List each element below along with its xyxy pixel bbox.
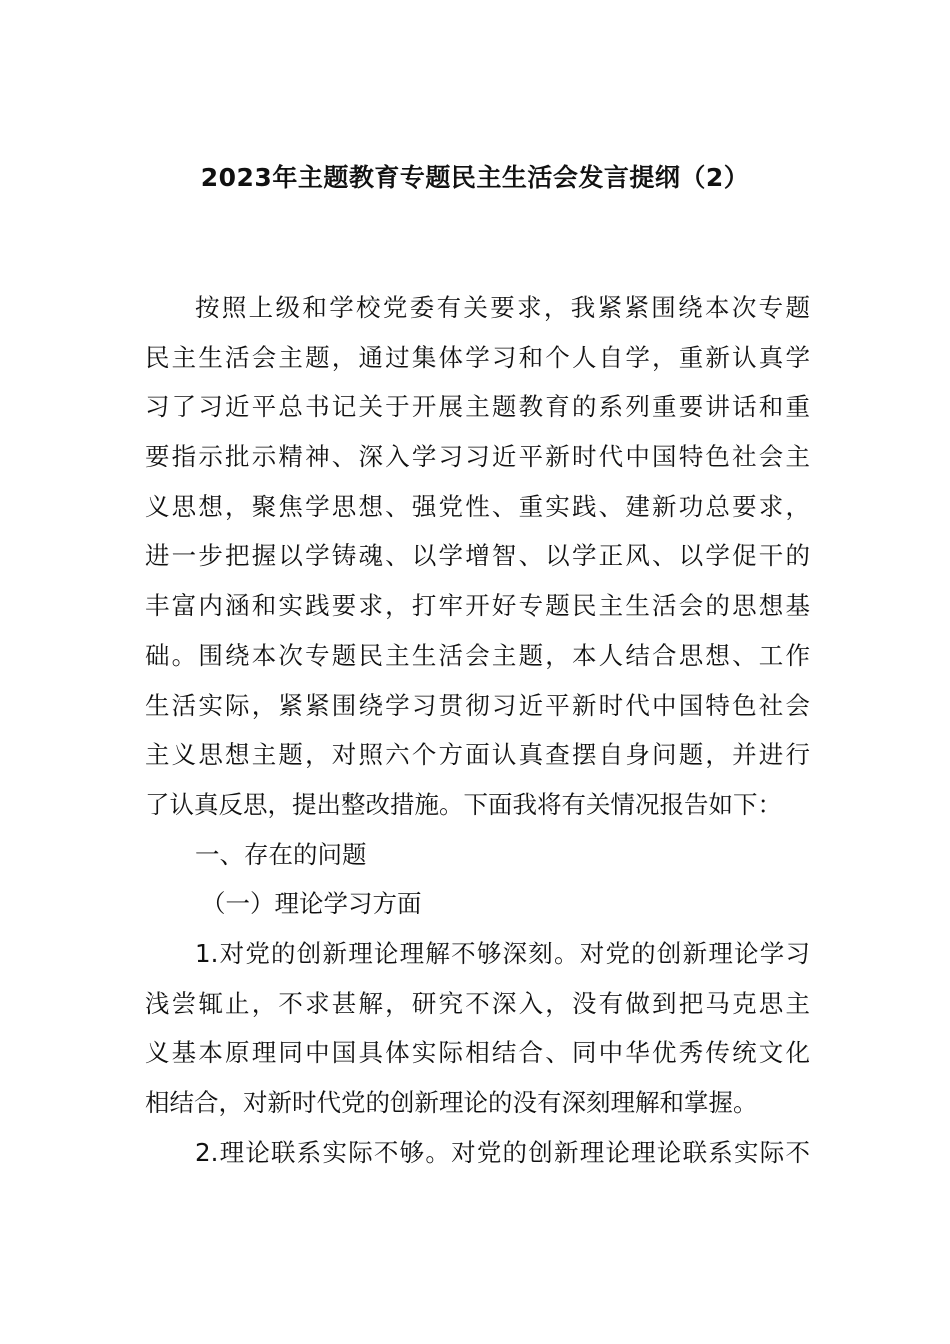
paragraph-line: 主义思想主题，对照六个方面认真查摆自身问题，并进行	[145, 740, 810, 770]
paragraph-line: 习了习近平总书记关于开展主题教育的系列重要讲话和重	[145, 392, 810, 422]
subsection-heading: （一）理论学习方面	[201, 889, 422, 919]
section-heading: 一、存在的问题	[195, 839, 367, 869]
paragraph-line: 1.对党的创新理论理解不够深刻。对党的创新理论学习	[195, 938, 810, 968]
paragraph-line: 按照上级和学校党委有关要求，我紧紧围绕本次专题	[195, 293, 810, 322]
paragraph-line: 础。围绕本次专题民主生活会主题，本人结合思想、工作	[145, 640, 810, 670]
paragraph-line: 进一步把握以学铸魂、以学增智、以学正风、以学促干的	[145, 541, 810, 571]
paragraph-line: 2.理论联系实际不够。对党的创新理论理论联系实际不	[195, 1137, 810, 1167]
paragraph-line: 民主生活会主题，通过集体学习和个人自学，重新认真学	[145, 342, 810, 372]
paragraph-line: 义思想，聚焦学思想、强党性、重实践、建新功总要求，	[145, 491, 810, 521]
paragraph-line: 浅尝辄止，不求甚解，研究不深入，没有做到把马克思主	[145, 988, 810, 1018]
paragraph-line: 丰富内涵和实践要求，打牢开好专题民主生活会的思想基	[145, 591, 810, 621]
document-title: 2023年主题教育专题民主生活会发言提纲（2）	[200, 163, 750, 192]
paragraph-line: 要指示批示精神、深入学习习近平新时代中国特色社会主	[145, 442, 810, 472]
paragraph-line: 义基本原理同中国具体实际相结合、同中华优秀传统文化	[145, 1038, 810, 1068]
paragraph-line: 生活实际，紧紧围绕学习贯彻习近平新时代中国特色社会	[145, 690, 810, 720]
document-body	[145, 283, 810, 1177]
paragraph-line: 了认真反思，提出整改措施。下面我将有关情况报告如下：	[145, 789, 782, 819]
paragraph-line: 相结合，对新时代党的创新理论的没有深刻理解和掌握。	[145, 1088, 758, 1117]
